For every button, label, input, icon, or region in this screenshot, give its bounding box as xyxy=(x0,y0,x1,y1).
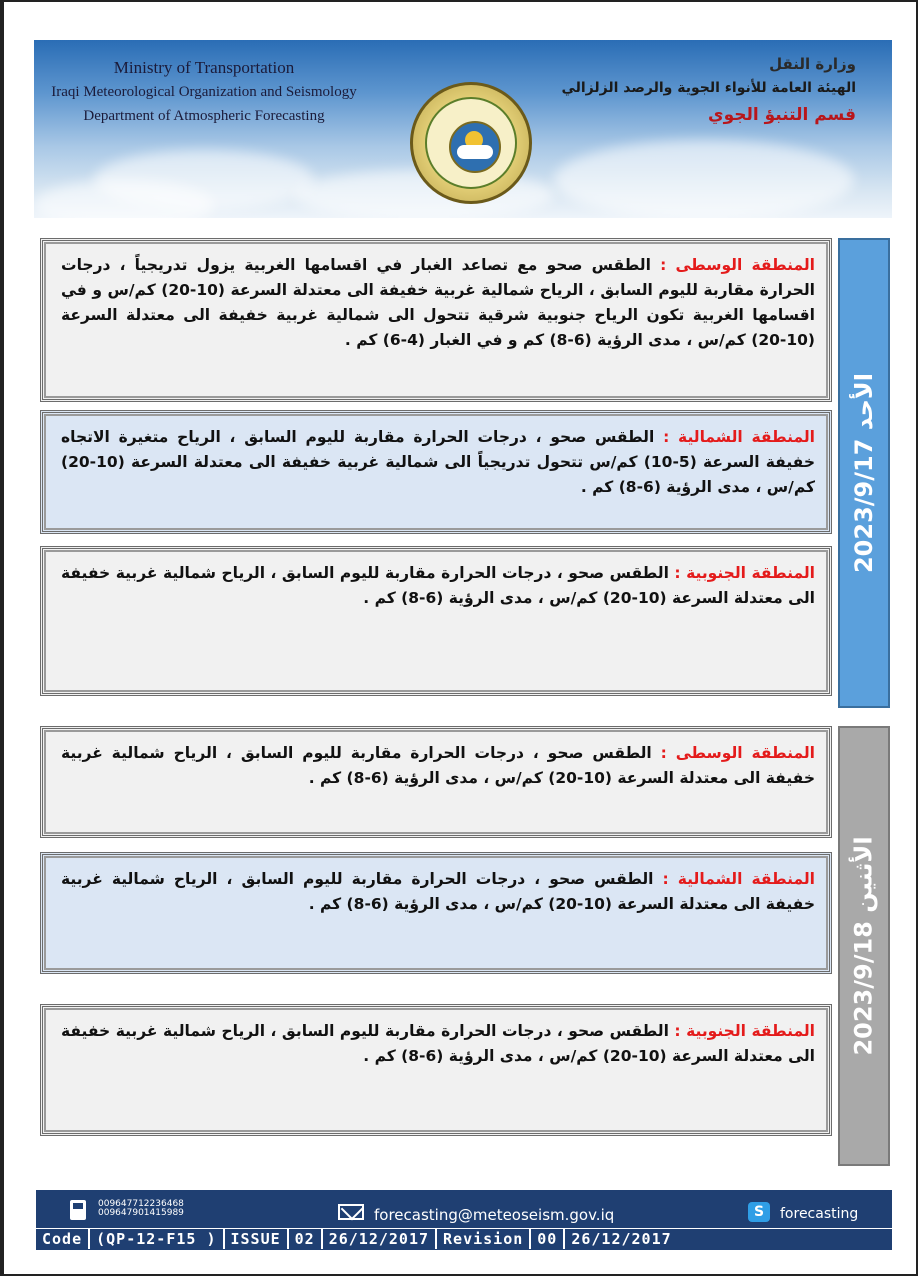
day1-central-region xyxy=(40,238,832,402)
region-forecast: الطقس صحو ، درجات الحرارة مقاربة لليوم السابق ، الرياح شمالية غربية خفيفة الى معتدلة السرعة (10-20) كم/س ، مدى الرؤية (6-8) كم . xyxy=(61,1022,815,1065)
phone-number: 009647901415989 xyxy=(98,1208,184,1218)
day1-date-bar xyxy=(838,238,890,708)
contact-row xyxy=(36,1192,892,1224)
footer-bar xyxy=(36,1190,892,1250)
region-title: المنطقة الشمالية : xyxy=(663,428,815,446)
skype-handle[interactable]: forecasting xyxy=(780,1206,859,1222)
mail-icon xyxy=(338,1204,364,1220)
region-forecast: الطقس صحو ، درجات الحرارة مقاربة لليوم السابق ، الرياح شمالية غربية خفيفة الى معتدلة السرعة (10-20) كم/س ، مدى الرؤية (6-8) كم . xyxy=(61,564,815,607)
revision-label: Revision xyxy=(437,1229,531,1249)
organization-name-en: Iraqi Meteorological Organization and Seismology xyxy=(51,84,357,100)
region-forecast: الطقس صحو ، درجات الحرارة مقاربة لليوم السابق ، الرياح شمالية غربية خفيفة الى معتدلة السرعة (10-20) كم/س ، مدى الرؤية (6-8) كم . xyxy=(61,744,815,787)
day1-date-label: الأحد 2023/9/17 xyxy=(850,372,878,574)
region-title: المنطقة الوسطى : xyxy=(660,744,815,762)
issue-date: 26/12/2017 xyxy=(323,1229,437,1249)
day2-date-bar xyxy=(838,726,890,1166)
region-title: المنطقة الجنوبية : xyxy=(674,1022,815,1040)
ministry-name-en: Ministry of Transportation xyxy=(113,58,295,77)
organization-name-ar: الهيئة العامة للأنواء الجوية والرصد الزلزالي xyxy=(561,80,856,96)
organization-logo xyxy=(410,82,532,204)
region-forecast: الطقس صحو ، درجات الحرارة مقاربة لليوم السابق ، الرياح شمالية غربية خفيفة الى معتدلة السرعة (10-20) كم/س ، مدى الرؤية (6-8) كم . xyxy=(61,870,815,913)
phone-number: 009647712236468 xyxy=(98,1199,184,1209)
ministry-name-ar: وزارة النقل xyxy=(769,55,856,73)
phone-numbers xyxy=(98,1200,184,1218)
code-label: Code xyxy=(36,1229,90,1249)
department-name-en: Department of Atmospheric Forecasting xyxy=(83,108,325,124)
revision-value: 00 xyxy=(531,1229,565,1249)
issue-label: ISSUE xyxy=(225,1229,289,1249)
day2-date-label: الأثنين 2023/9/18 xyxy=(850,836,878,1056)
department-name-ar: قسم التنبؤ الجوي xyxy=(708,105,856,125)
day2-southern-region xyxy=(40,1004,832,1136)
region-title: المنطقة الشمالية : xyxy=(662,870,815,888)
day2-northern-region xyxy=(40,852,832,974)
revision-date: 26/12/2017 xyxy=(571,1230,672,1248)
day2-central-region xyxy=(40,726,832,838)
skype-icon: S xyxy=(748,1202,770,1222)
header-english xyxy=(34,56,374,128)
day1-northern-region xyxy=(40,410,832,534)
header-banner xyxy=(34,40,892,218)
email-link[interactable]: forecasting@meteoseism.gov.iq xyxy=(374,1206,615,1224)
region-title: المنطقة الوسطى : xyxy=(660,256,815,274)
region-title: المنطقة الجنوبية : xyxy=(674,564,815,582)
region-forecast: الطقس صحو مع تصاعد الغبار في اقسامها الغربية يزول تدريجياً ، درجات الحرارة مقاربة لليوم السابق ، الرياح شمالية غربية خفيفة الى معتدلة السرعة (10-20) كم/س و في اقسامها الغربية تكون الرياح جنوبية شرقية تتحول الى شمالية غربية خفيفة الى معتدلة السرعة (10-20) كم/س ، مدى الرؤية (6-8) كم و في الغبار (4-6) كم . xyxy=(61,256,815,349)
issue-value: 02 xyxy=(289,1229,323,1249)
phone-icon xyxy=(70,1200,86,1220)
region-forecast: الطقس صحو ، درجات الحرارة مقاربة لليوم السابق ، الرياح متغيرة الاتجاه خفيفة السرعة (5-10) كم/س تتحول تدريجياً الى شمالية غربية خفيفة الى معتدلة السرعة (10-20) كم/س ، مدى الرؤية (6-8) كم . xyxy=(61,428,815,496)
document-code-row xyxy=(36,1228,892,1249)
code-value: (QP-12-F15 ) xyxy=(90,1229,224,1249)
day1-southern-region xyxy=(40,546,832,696)
header-arabic xyxy=(526,52,856,130)
